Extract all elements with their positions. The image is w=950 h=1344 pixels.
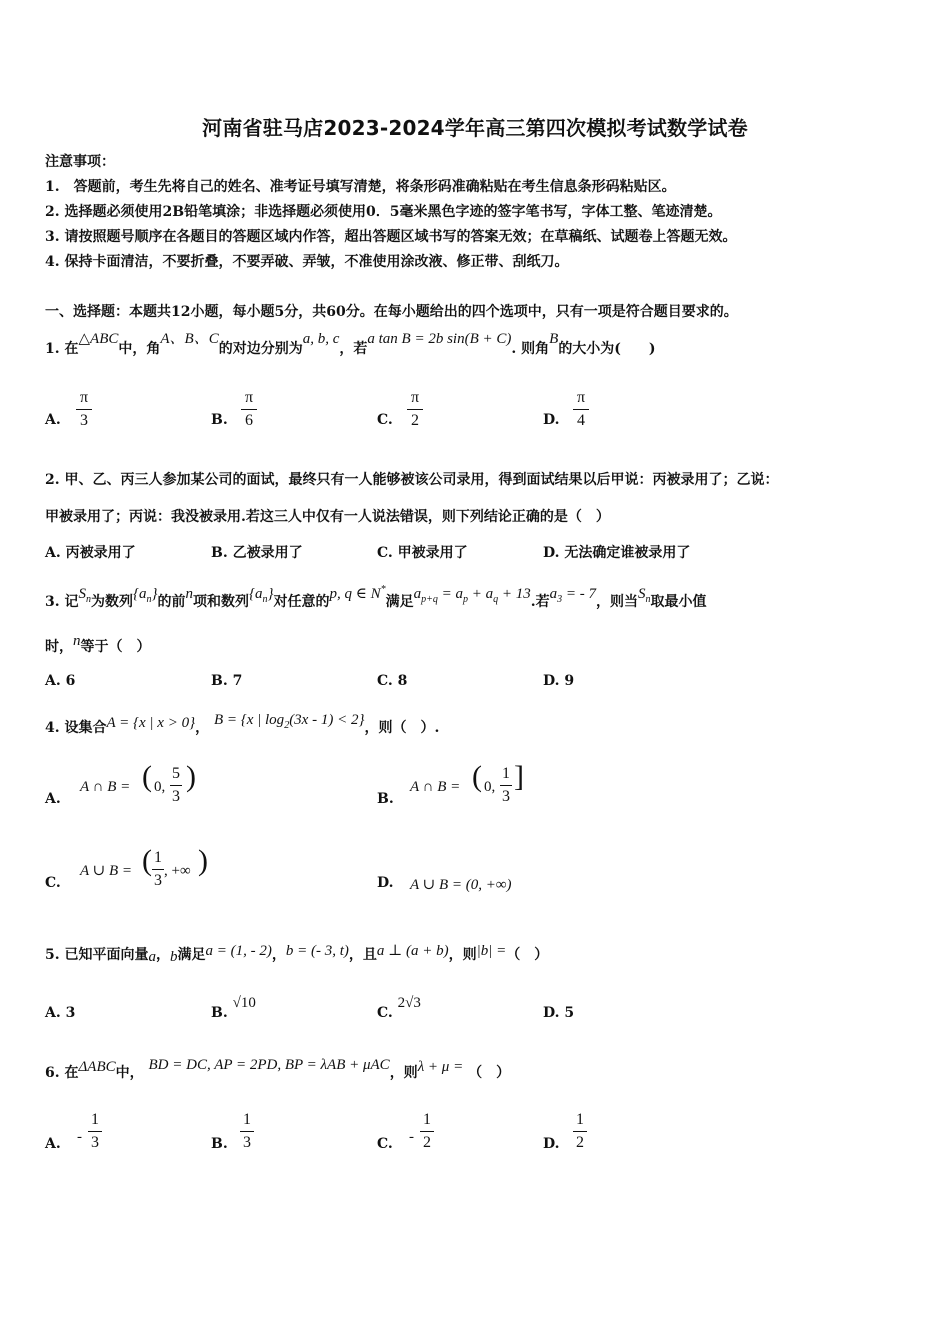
question-3-line-2: 时，n等于（ ）	[45, 633, 151, 655]
q1-option-c-fraction[interactable]: π 2	[407, 388, 423, 431]
q4-option-c-right: , +∞	[164, 863, 191, 879]
q4-option-b-fraction: 1 3	[502, 765, 510, 805]
q3-option-b[interactable]: B. 7	[211, 673, 243, 689]
q2-option-b[interactable]: B. 乙被录用了	[211, 545, 303, 561]
question-2-line-2: 甲被录用了；丙说：我没被录用.若这三人中仅有一人说法错误，则下列结论正确的是（ ）	[45, 509, 610, 525]
q6-option-c-label[interactable]: C.	[377, 1136, 393, 1152]
q3-option-a[interactable]: A. 6	[45, 673, 76, 689]
q4-option-a-fraction: 5 3	[172, 765, 180, 805]
q6-option-d-label[interactable]: D.	[543, 1136, 560, 1152]
q6-option-a-sign: -	[77, 1129, 82, 1145]
q4-option-b-left: 0,	[484, 779, 496, 795]
q6-option-c-sign: -	[409, 1129, 414, 1145]
q6-option-a-label[interactable]: A.	[45, 1136, 61, 1152]
q2-option-a[interactable]: A. 丙被录用了	[45, 545, 136, 561]
q4-option-c-expr[interactable]: A ∪ B =	[80, 863, 132, 879]
q4-option-c-interval[interactable]: (	[142, 844, 152, 877]
q6-option-b-fraction[interactable]: 1 3	[240, 1110, 254, 1153]
q4-option-a-interval[interactable]: (	[142, 760, 152, 793]
question-4-stem: 4. 设集合A = {x | x > 0}， B = {x | $\log_2(3x - 1) < 2$}，则（ ）.	[45, 712, 440, 736]
q3-option-d[interactable]: D. 9	[543, 673, 575, 689]
notice-item-2: 2. 选择题必须使用2B铅笔填涂；非选择题必须使用0．5毫米黑色字迹的签字笔书写，字体工整、笔迹清楚。	[45, 204, 722, 220]
q6-option-d-fraction[interactable]: 1 2	[573, 1110, 587, 1153]
notice-heading: 注意事项：	[45, 154, 115, 170]
q4-option-b-expr[interactable]: A ∩ B =	[410, 779, 461, 795]
q1-option-c-label[interactable]: C.	[377, 412, 393, 428]
q4-option-a-close: )	[186, 760, 196, 793]
q4-option-c-label[interactable]: C.	[45, 875, 61, 891]
section-heading: 一、选择题：本题共12小题，每小题5分，共60分。在每小题给出的四个选项中，只有一项是符合题目要求的。	[45, 304, 738, 320]
q1-option-a-fraction[interactable]: π 3	[76, 388, 92, 431]
q1-option-b-label[interactable]: B.	[211, 412, 228, 428]
q6-option-a-fraction[interactable]: 1 3	[88, 1110, 102, 1153]
q2-option-c[interactable]: C. 甲被录用了	[377, 545, 468, 561]
question-3-line-1: 3. 记$S_n$为数列$\{a_n\}$的前n项和数列$\{a_n\}$对任意的p, q ∈ N*满足$a_{p+q} = a_p + a_q + 13$.若$a_3$ = - 7，则当$S_n$取最小值	[45, 584, 707, 610]
q6-option-b-label[interactable]: B.	[211, 1136, 228, 1152]
q1-option-d-label[interactable]: D.	[543, 412, 560, 428]
question-1-stem: 1. 在△ABC中，角A、B、C的对边分别为a, b, c，若a tan B = 2b sin(B + C). 则角B的大小为( )	[45, 331, 656, 357]
q5-option-a[interactable]: A. 3	[45, 1005, 76, 1021]
notice-item-4: 4. 保持卡面清洁，不要折叠，不要弄破、弄皱，不准使用涂改液、修正带、刮纸刀。	[45, 254, 569, 270]
q4-option-b-interval[interactable]: (	[472, 760, 482, 793]
q4-option-d-expr[interactable]: A ∪ B = (0, +∞)	[410, 877, 512, 893]
q3-option-c[interactable]: C. 8	[377, 673, 408, 689]
notice-item-3: 3. 请按照题号顺序在各题目的答题区域内作答，超出答题区域书写的答案无效；在草稿纸、试题卷上答题无效。	[45, 229, 737, 245]
q4-option-a-label[interactable]: A.	[45, 791, 61, 807]
notice-item-1: 1. 答题前，考生先将自己的姓名、准考证号填写清楚，将条形码准确粘贴在考生信息条形码粘贴区。	[45, 179, 676, 195]
q4-option-c-fraction: 1 3	[154, 849, 162, 889]
q1-option-b-fraction[interactable]: π 6	[241, 388, 257, 431]
q4-option-a-left: 0,	[154, 779, 166, 795]
page-title: 河南省驻马店2023-2024学年高三第四次模拟考试数学试卷	[202, 116, 748, 140]
q1-option-a-label[interactable]: A.	[45, 412, 61, 428]
q4-option-b-close: ]	[514, 760, 524, 793]
question-5-stem: 5. 已知平面向量a，b满足a = (1, - 2)，b = (- 3, t)，且a ⊥ (a + b)，则|b| =（ ）	[45, 943, 549, 965]
question-2-line-1: 2. 甲、乙、丙三人参加某公司的面试，最终只有一人能够被该公司录用，得到面试结果以后甲说：丙被录用了；乙说：	[45, 472, 779, 488]
q5-option-b[interactable]: B. √10	[211, 995, 256, 1021]
q4-option-b-label[interactable]: B.	[377, 791, 394, 807]
q5-option-c[interactable]: C. 2√3	[377, 995, 421, 1021]
q6-option-c-fraction[interactable]: 1 2	[420, 1110, 434, 1153]
q5-option-d[interactable]: D. 5	[543, 1005, 575, 1021]
q4-option-a-expr[interactable]: A ∩ B =	[80, 779, 131, 795]
q2-option-d[interactable]: D. 无法确定谁被录用了	[543, 545, 691, 561]
question-6-stem: 6. 在ΔABC中， BD = DC, AP = 2PD, BP = λAB + μAC，则λ + μ = （ ）	[45, 1057, 511, 1081]
q4-option-d-label[interactable]: D.	[377, 875, 394, 891]
q4-option-c-close: )	[198, 844, 208, 877]
q1-option-d-fraction[interactable]: π 4	[573, 388, 589, 431]
